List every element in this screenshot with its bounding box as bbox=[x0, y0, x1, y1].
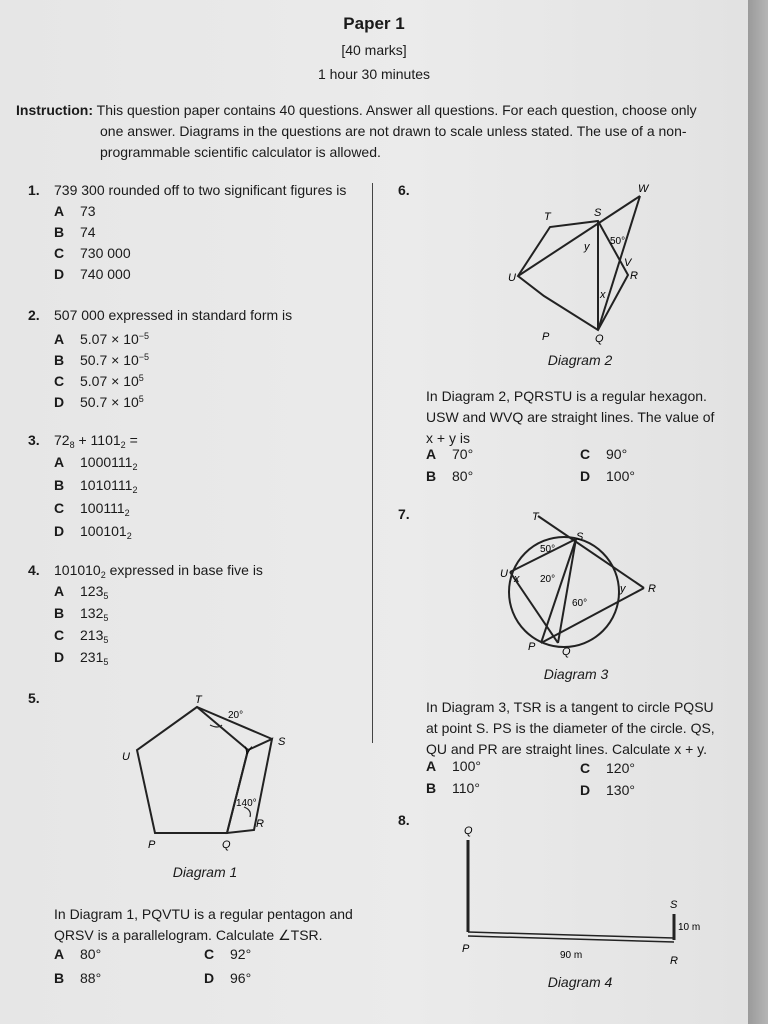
question-number: 2. bbox=[28, 307, 40, 323]
diagram-1-caption: Diagram 1 bbox=[172, 864, 238, 880]
option-d[interactable]: D 96° bbox=[204, 970, 252, 986]
label-r: R bbox=[630, 270, 638, 282]
paper-title: Paper 1 bbox=[343, 14, 405, 33]
angle-label-50: 50° bbox=[610, 236, 626, 247]
label-s: S bbox=[278, 736, 286, 748]
question-7-number: 7. bbox=[398, 506, 410, 522]
distance-label: 90 m bbox=[560, 950, 583, 961]
question-stem: $101010_2$ expressed in base five is bbox=[54, 562, 263, 580]
label-s: S bbox=[576, 531, 584, 543]
option-c[interactable]: C 730 000 bbox=[54, 245, 131, 261]
question-stem: 739 300 rounded off to two significant figures is bbox=[54, 182, 347, 198]
angle-label-50: 50° bbox=[540, 544, 556, 555]
height-label: 10 m bbox=[678, 922, 701, 933]
label-v: V bbox=[244, 745, 252, 757]
question-6-stem: In Diagram 2, PQRSTU is a regular hexagon. USW and WVQ are straight lines. The value of x + y is bbox=[426, 388, 715, 446]
option-d[interactable]: D 740 000 bbox=[54, 266, 131, 282]
option-a[interactable]: A 73 bbox=[54, 203, 96, 219]
question-5-stem: In Diagram 1, PQVTU is a regular pentagon and QRSV is a parallelogram. Calculate ∠TSR. bbox=[54, 906, 353, 943]
instruction-line-1: This question paper contains 40 questions. Answer all questions. For each question, choose only bbox=[96, 102, 697, 118]
option-d[interactable]: D $231_5$ bbox=[54, 649, 109, 667]
diagram-4-caption: Diagram 4 bbox=[547, 974, 613, 990]
label-t: T bbox=[532, 511, 539, 523]
option-b[interactable]: B 80° bbox=[426, 468, 474, 484]
option-c[interactable]: C $5.07 \times 10^5$ bbox=[54, 373, 144, 389]
option-a[interactable]: A $1000111_2$ bbox=[54, 454, 138, 472]
label-p: P bbox=[462, 943, 470, 955]
option-b[interactable]: B 74 bbox=[54, 224, 96, 240]
instruction-block bbox=[16, 100, 736, 163]
option-b[interactable]: B $1010111_2$ bbox=[54, 477, 138, 495]
angle-label-20: 20° bbox=[540, 574, 556, 585]
diagram-4 bbox=[450, 820, 720, 970]
angle-label-140: 140° bbox=[236, 798, 257, 809]
question-stem: 507 000 expressed in standard form is bbox=[54, 307, 293, 323]
option-d[interactable]: D $50.7 \times 10^5$ bbox=[54, 394, 144, 410]
option-a[interactable]: A $5.07 \times 10^{-5}$ bbox=[54, 331, 150, 347]
question-2 bbox=[28, 305, 368, 410]
label-p: P bbox=[528, 641, 536, 653]
label-u: U bbox=[500, 568, 508, 580]
question-8-number: 8. bbox=[398, 812, 410, 828]
diagram-2 bbox=[500, 180, 670, 350]
line-qs bbox=[558, 539, 576, 643]
instruction-label: Instruction: bbox=[16, 102, 93, 118]
option-d[interactable]: D 100° bbox=[580, 468, 635, 484]
paper-duration: 1 hour 30 minutes bbox=[317, 66, 431, 82]
option-b[interactable]: B $50.7 \times 10^{-5}$ bbox=[54, 352, 150, 368]
question-number: 3. bbox=[28, 432, 40, 448]
label-p: P bbox=[542, 331, 550, 343]
question-1 bbox=[28, 180, 368, 280]
option-c[interactable]: C $100111_2$ bbox=[54, 500, 130, 518]
column-divider bbox=[372, 183, 373, 743]
label-p: P bbox=[148, 839, 156, 851]
label-s: S bbox=[594, 207, 602, 219]
diagram-2-caption: Diagram 2 bbox=[547, 352, 613, 368]
question-7-stem: In Diagram 3, TSR is a tangent to circle PQSU at point S. PS is the diameter of the circle. QS, QU and PR are straight lines. Calculate x + y. bbox=[426, 699, 715, 757]
label-q: Q bbox=[464, 825, 473, 837]
question-3 bbox=[28, 430, 368, 545]
angle-label-60: 60° bbox=[572, 598, 588, 609]
label-u: U bbox=[122, 751, 130, 763]
label-s: S bbox=[670, 899, 678, 911]
question-stem: $72_8 + 1101_2$ = bbox=[54, 432, 138, 450]
question-4 bbox=[28, 560, 368, 675]
option-b[interactable]: B $132_5$ bbox=[54, 605, 109, 623]
page-edge-shadow bbox=[748, 0, 768, 1024]
label-t: T bbox=[544, 211, 551, 223]
label-u: U bbox=[508, 272, 516, 284]
option-b[interactable]: B 88° bbox=[54, 970, 102, 986]
label-x: x bbox=[514, 573, 520, 585]
question-number: 1. bbox=[28, 182, 40, 198]
instruction-line-3: programmable scientific calculator is allowed. bbox=[100, 144, 381, 160]
line-wvq bbox=[598, 196, 640, 330]
label-q: Q bbox=[222, 839, 231, 851]
angle-label-20: 20° bbox=[228, 710, 244, 721]
label-q: Q bbox=[595, 333, 604, 345]
label-r: R bbox=[648, 583, 656, 595]
diagram-3-caption: Diagram 3 bbox=[543, 666, 609, 682]
label-t: T bbox=[195, 695, 202, 706]
option-b[interactable]: B 110° bbox=[426, 780, 480, 796]
option-d[interactable]: D 130° bbox=[580, 782, 635, 798]
label-q: Q bbox=[562, 646, 571, 658]
option-a[interactable]: A 70° bbox=[426, 446, 474, 462]
label-r: R bbox=[670, 955, 678, 967]
option-a[interactable]: A 100° bbox=[426, 758, 481, 774]
question-6-number: 6. bbox=[398, 182, 410, 198]
option-c[interactable]: C 92° bbox=[204, 946, 252, 962]
instruction-line-2: one answer. Diagrams in the questions are not drawn to scale unless stated. The use of a non- bbox=[100, 123, 687, 139]
label-w: W bbox=[638, 183, 649, 195]
option-a[interactable]: A $123_5$ bbox=[54, 583, 109, 601]
option-c[interactable]: C 90° bbox=[580, 446, 628, 462]
paper-marks: [40 marks] bbox=[341, 42, 407, 58]
diagram-1 bbox=[110, 695, 310, 855]
option-c[interactable]: C 120° bbox=[580, 760, 635, 776]
label-x: x bbox=[600, 289, 606, 301]
question-5-number: 5. bbox=[28, 690, 40, 706]
option-d[interactable]: D $100101_2$ bbox=[54, 523, 132, 541]
diagram-3 bbox=[496, 510, 666, 660]
option-a[interactable]: A 80° bbox=[54, 946, 102, 962]
question-number: 4. bbox=[28, 562, 40, 578]
option-c[interactable]: C $213_5$ bbox=[54, 627, 109, 645]
label-v: V bbox=[624, 257, 632, 269]
label-y: y bbox=[584, 241, 590, 253]
label-y: y bbox=[620, 583, 626, 595]
label-r: R bbox=[256, 818, 264, 830]
